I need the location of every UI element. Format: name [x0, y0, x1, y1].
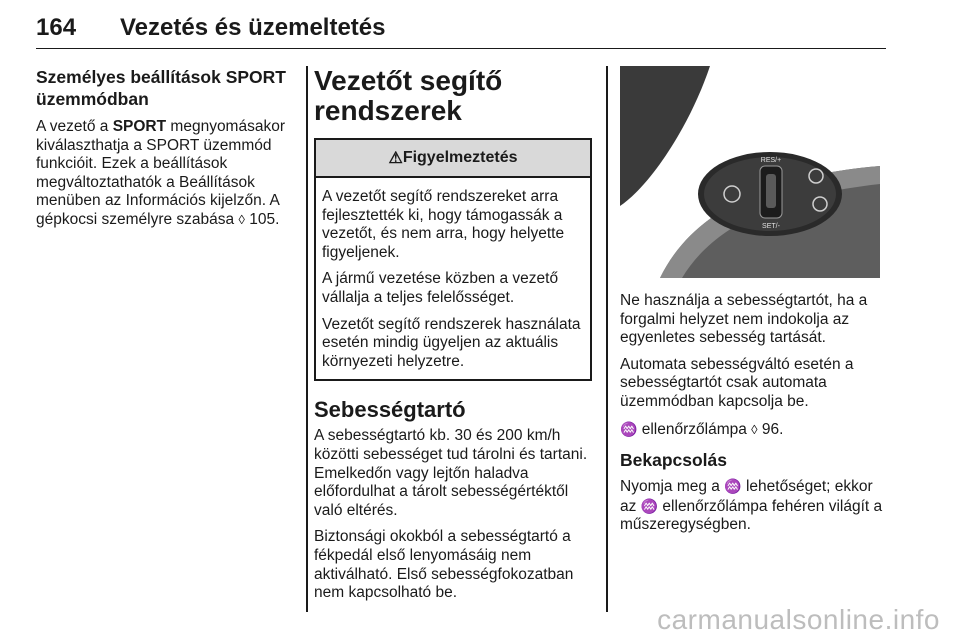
warning-label: Figyelmeztetés — [402, 149, 518, 166]
sport-paragraph: A vezető a SPORT megnyomásakor kiválaszthatja a SPORT üzemmód funkcióit. Ezek a beállítások megváltoztathatók a Beállítások menüben az Információs kijelzőn. A gépkocsi személyre szabása ◊ 105. — [36, 118, 285, 228]
res-label: RES/+ — [760, 157, 782, 164]
warning-header — [316, 140, 590, 178]
column-3 — [620, 66, 888, 543]
cruise-control-icon: ♒ — [724, 478, 742, 495]
warning-box — [314, 138, 592, 381]
warning-body — [316, 178, 590, 371]
warning-paragraph: A jármű vezetése közben a vezető vállalja a teljes felelősséget. — [322, 270, 559, 306]
steering-wheel-illustration — [620, 66, 880, 278]
usage-paragraph: Automata sebességváltó esetén a sebességtartót csak automata üzemmódban kapcsolja be. — [620, 355, 854, 410]
column-2 — [314, 66, 594, 611]
set-label: SET/- — [762, 223, 780, 230]
watermark: carmanualsonline.info — [657, 604, 940, 635]
warning-triangle-icon: ⚠ — [388, 150, 403, 167]
section-heading-cruise: Sebességtartó — [314, 397, 466, 423]
page-ref-link[interactable]: 105. — [244, 210, 280, 228]
page-ref-icon: ◊ — [238, 211, 245, 227]
cruise-control-icon: ♒ — [640, 497, 659, 514]
warning-paragraph: A vezetőt segítő rendszereket arra fejlesztették ki, hogy támogassák a vezetőt, és nem arra, hogy helyette figyeljenek. — [322, 188, 565, 261]
column-divider-2 — [606, 66, 608, 612]
page-ref-icon: ◊ — [751, 421, 758, 437]
indicator-lamp-line: ♒ ellenőrzőlámpa ◊ 96. — [620, 420, 784, 438]
cruise-paragraph: Biztonsági okokból a sebességtartó a fékpedál első lenyomásáig nem aktiválható. Első sebességfokozatban nem kapcsolható be. — [314, 528, 574, 602]
activation-paragraph: Nyomja meg a ♒ lehetőséget; ekkor az ♒ ellenőrzőlámpa fehéren világít a műszeregységben. — [620, 478, 883, 534]
usage-paragraph: Ne használja a sebességtartót, ha a forgalmi helyzet nem indokolja az egyenletes sebesség tartását. — [620, 292, 868, 347]
warning-paragraph: Vezetőt segítő rendszerek használata esetén mindig ügyeljen az aktuális környezeti helyzetre. — [322, 315, 581, 370]
chapter-title: Vezetés és üzemeltetés — [120, 14, 386, 41]
steering-wheel-image — [620, 66, 880, 278]
page-header — [36, 14, 886, 49]
cruise-paragraph: A sebességtartó kb. 30 és 200 km/h közötti sebességet tud tárolni és tartani. Emelkedőn vagy lejtőn haladva előfordulhat a tárolt sebességértéktől való eltérés. — [314, 427, 588, 519]
column-divider-1 — [306, 66, 308, 612]
section-heading-sport: Személyes beállítások SPORT üzemmódban — [36, 67, 286, 109]
cruise-control-icon: ♒ — [620, 420, 638, 437]
sport-keyword: SPORT — [112, 118, 167, 135]
subheading-activation: Bekapcsolás — [620, 450, 728, 471]
page-ref-link[interactable]: 96. — [757, 420, 784, 438]
page-number: 164 — [36, 14, 77, 41]
chapter-section-title: Vezetőt segítő rendszerek — [314, 65, 503, 126]
column-1 — [36, 66, 298, 238]
